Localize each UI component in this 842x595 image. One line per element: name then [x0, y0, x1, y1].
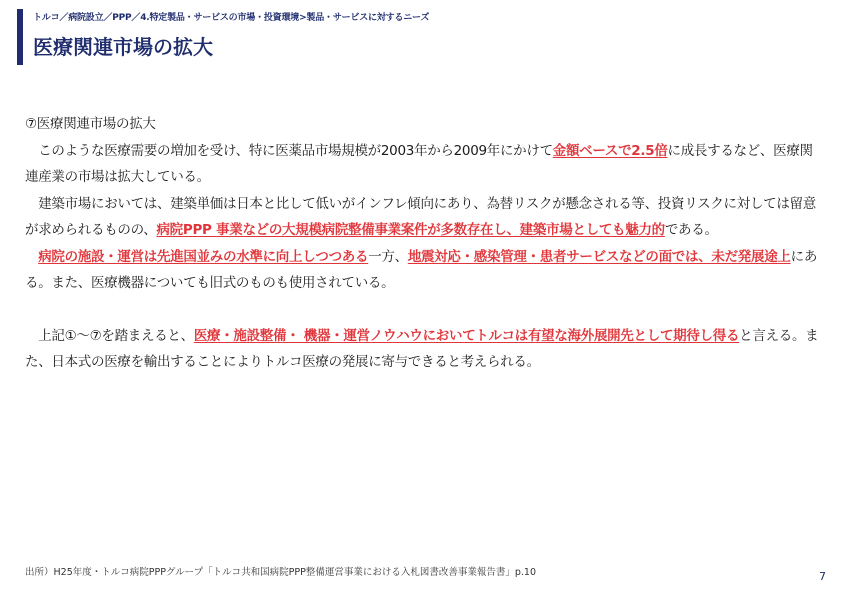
text: と言える。また、日本式の医療を輸出することによりトルコ医療の発展に寄与できると考えられる。 [25, 327, 819, 370]
page-title: 医療関連市場の拡大 [33, 35, 213, 59]
paragraph-pharma-market [25, 138, 820, 191]
highlight-text: 金額ベースで2.5倍 [552, 142, 668, 159]
highlight-text: 医療・施設整備・ 機器・運営ノウハウにおいてトルコは有望な海外展開先として期待し得る [193, 327, 740, 344]
text: にある。また、医療機器についても旧式のものも使用されている。 [25, 248, 818, 291]
source-citation: 出所）H25年度・トルコ病院PPPグループ「トルコ共和国病院PPP整備運営事業における入札図書改善事業報告書」p.10 [25, 567, 536, 578]
text [25, 249, 38, 265]
text: である。 [664, 222, 718, 238]
breadcrumb: トルコ／病院設立／PPP／4.特定製品・サービスの市場・投資環境>製品・サービスに対するニーズ [33, 13, 430, 23]
text: に成長するなど、医療関連産業の市場は拡大している。 [25, 142, 813, 185]
paragraph-construction-market [25, 191, 820, 244]
title-accent-bar [17, 9, 23, 65]
highlight-text: 病院PPP 事業などの大規模病院整備事業案件が多数存在し、建築市場としても魅力的 [156, 222, 665, 238]
text: 一方、 [368, 248, 408, 265]
paragraph-conclusion [25, 323, 820, 376]
paragraph-hospital-level [25, 244, 820, 297]
text: 上記①～⑦を踏まえると、 [25, 327, 194, 344]
page-number: 7 [819, 570, 826, 583]
highlight-text: 地震対応・感染管理・患者サービスなどの面では、未だ発展途上 [407, 248, 791, 265]
text: このような医療需要の増加を受け、特に医薬品市場規模が2003年から2009年にかけて [25, 142, 553, 159]
paragraph-gap [25, 297, 820, 323]
section-heading: ⑦医療関連市場の拡大 [25, 116, 156, 132]
highlight-text: 病院の施設・運営は先進国並みの水準に向上しつつある [38, 248, 369, 265]
body-content [25, 111, 820, 376]
text: 建築市場においては、建築単価は日本と比して低いがインフレ傾向にあり、為替リスクが懸念される等、投資リスクに対しては留意が求められるものの、 [25, 195, 816, 238]
